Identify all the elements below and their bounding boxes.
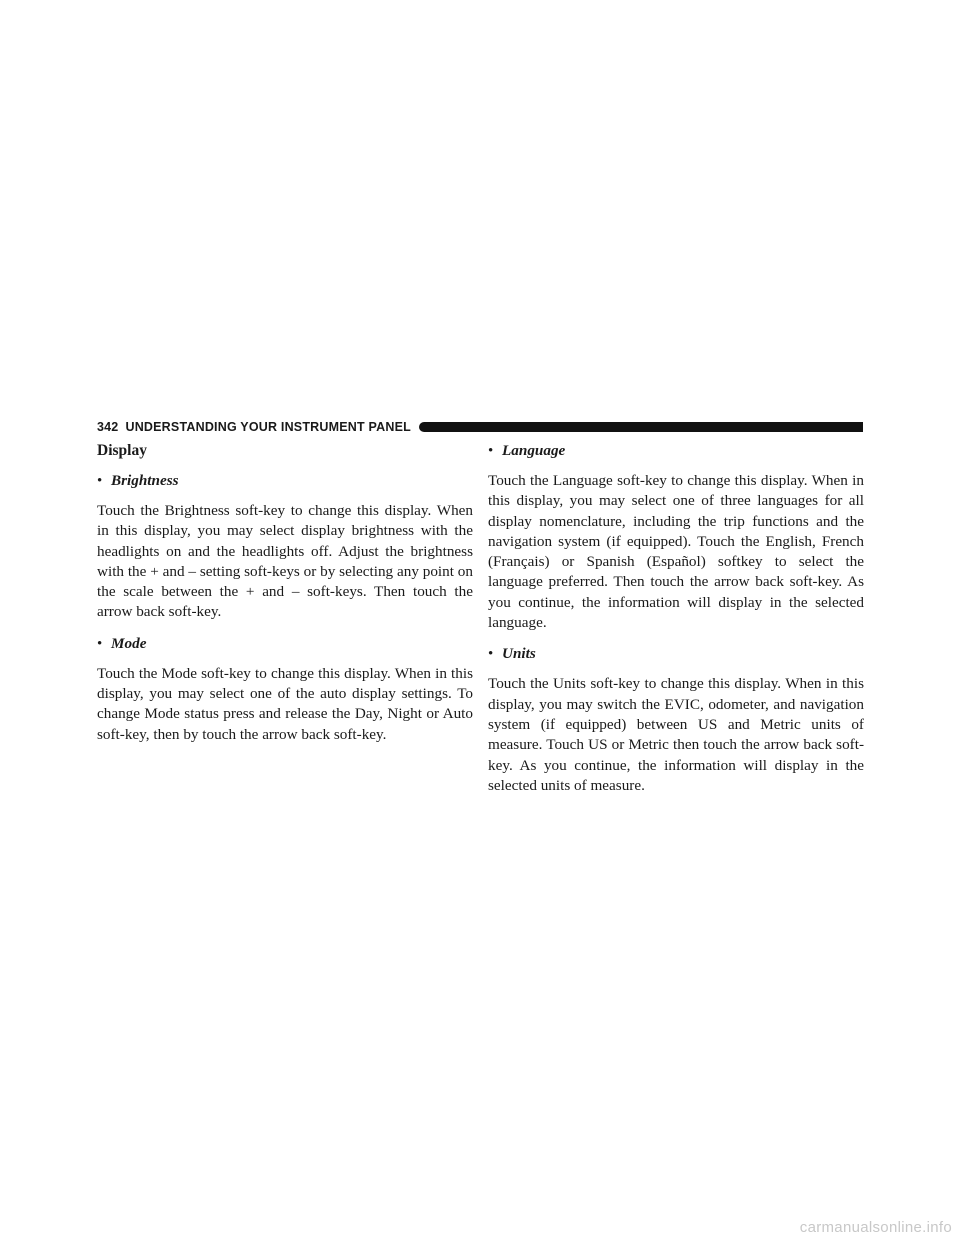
paragraph-units: Touch the Units soft-key to change this display. When in this display, you may switch the EVIC, odometer, and navigation system (if equipped) between US and Metric units of measure. Touch US or Metric then touch the arrow back soft-key. As you continue, the information will display in the selected units of measure. — [488, 675, 864, 794]
bullet-term: Brightness — [111, 472, 179, 489]
bullet-item-units — [488, 644, 864, 664]
bullet-dot: • — [488, 443, 494, 459]
bullet-dot: • — [97, 473, 103, 489]
bullet-item-brightness — [97, 471, 473, 491]
paragraph-mode: Touch the Mode soft-key to change this display. When in this display, you may select one of the auto display settings. To change Mode status press and release the Day, Night or Auto soft-key, then by touch the arrow back soft-key. — [97, 664, 473, 743]
left-column — [97, 441, 473, 756]
bullet-dot: • — [97, 635, 103, 652]
header-rule — [419, 422, 863, 432]
watermark: carmanualsonline.info — [799, 1219, 952, 1236]
page-header — [97, 419, 863, 435]
page-number: 342 — [97, 420, 119, 434]
bullet-item-mode — [97, 634, 473, 654]
paragraph-language: Touch the Language soft-key to change this display. When in this display, you may select one of three languages for all display nomenclature, including the trip functions and the navigation system (if equipped). Touch the English, French (Français) or Spanish (Español) softkey to select the language preferred. Then touch the arrow back soft-key. As you continue, the information will display in the selected language. — [488, 472, 864, 632]
bullet-term: Language — [502, 442, 566, 459]
section-title: UNDERSTANDING YOUR INSTRUMENT PANEL — [125, 420, 411, 434]
bullet-term: Mode — [111, 634, 147, 652]
bullet-item-language — [488, 441, 864, 461]
bullet-dot: • — [488, 646, 494, 663]
paragraph-brightness: Touch the Brightness soft-key to change this display. When in this display, you may select display brightness with the headlights on and the headlights off. Adjust the brightness with the + and – setting soft-keys or by selecting any point on the scale between the + and – soft-keys. Then touch the arrow back soft-key. — [97, 502, 473, 621]
section-heading: Display — [97, 442, 147, 459]
bullet-term: Units — [502, 645, 536, 663]
right-column — [488, 441, 864, 807]
